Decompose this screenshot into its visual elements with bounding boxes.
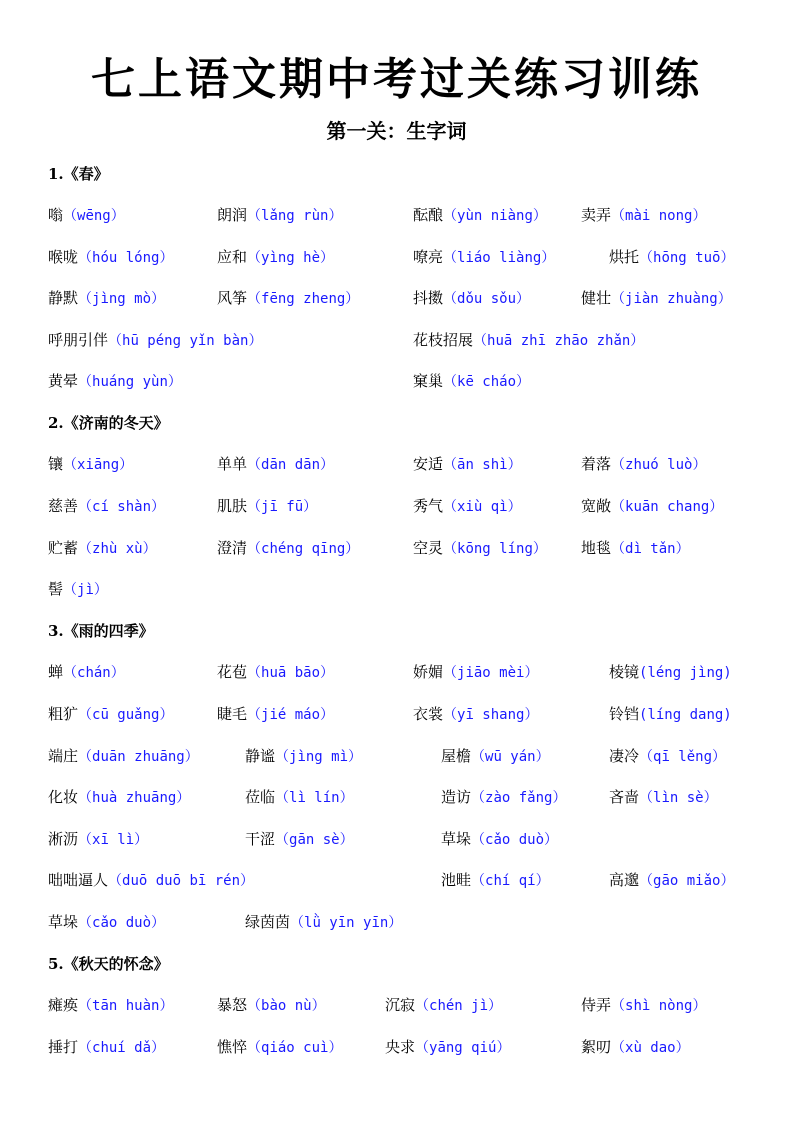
vocab-characters: 草垛 [441,830,472,848]
vocab-item [48,329,262,352]
vocab-characters: 地毯 [581,539,612,557]
vocab-pinyin: （jìng mì） [275,749,363,765]
vocab-pinyin: （duān zhuāng） [78,749,199,765]
vocab-item [413,703,538,726]
vocab-characters: 黄晕 [48,372,79,390]
vocab-characters: 安适 [413,455,444,473]
vocab-pinyin: （kuān chang） [611,499,724,515]
vocab-characters: 镶 [48,455,64,473]
vocab-characters: 屋檐 [441,747,472,765]
vocab-characters: 草垛 [48,913,79,931]
vocab-characters: 捶打 [48,1038,79,1056]
vocab-pinyin: （jì） [63,582,108,598]
vocab-item [48,994,173,1017]
vocab-characters: 沉寂 [385,996,416,1014]
vocab-pinyin: （cí shàn） [78,499,166,515]
vocab-item [48,204,125,227]
vocab-pinyin: （yìng hè） [247,250,335,266]
vocab-pinyin: （wēng） [63,208,125,224]
vocab-characters: 卖弄 [581,206,612,224]
vocab-pinyin: （xù dao） [611,1040,690,1056]
vocab-item [48,911,165,934]
vocab-item [48,287,165,310]
vocab-pinyin: （jìng mò） [78,291,166,307]
vocab-pinyin: （dān dān） [247,457,335,473]
vocab-characters: 凄冷 [609,747,640,765]
vocab-characters: 莅临 [245,788,276,806]
vocab-item [245,911,402,934]
vocab-characters: 嗡 [48,206,64,224]
page-title: 七上语文期中考过关练习训练 [91,54,702,105]
page-subtitle: 第一关：生字词 [326,119,467,143]
vocab-characters: 絮叨 [581,1038,612,1056]
vocab-item [217,1036,342,1059]
vocab-item [48,703,173,726]
vocab-pinyin: （zhuó luò） [611,457,707,473]
vocab-pinyin: （huà zhuāng） [78,790,191,806]
vocab-characters: 应和 [217,248,248,266]
section-heading: 1.《春》 [48,165,109,183]
vocab-pinyin: （qī lěng） [639,749,727,765]
vocab-pinyin: （hóu lóng） [78,250,174,266]
vocab-characters: 瘫痪 [48,996,79,1014]
vocab-item [48,370,182,393]
vocab-item [217,453,334,476]
vocab-characters: 花枝招展 [413,331,474,349]
vocab-pinyin: （xiù qì） [443,499,522,515]
vocab-characters: 慈善 [48,497,79,515]
vocab-pinyin: （chéng qīng） [247,541,360,557]
vocab-pinyin: （liáo liàng） [443,250,556,266]
vocab-characters: 铃铛 [609,705,640,723]
vocab-item [581,495,723,518]
vocab-item [48,578,108,601]
vocab-pinyin: （chán） [63,665,125,681]
vocab-characters: 睫毛 [217,705,248,723]
vocab-characters: 静默 [48,289,79,307]
vocab-pinyin: （gān sè） [275,832,354,848]
vocab-characters: 池畦 [441,871,472,889]
vocab-pinyin: （huā zhī zhāo zhǎn） [473,333,645,349]
vocab-characters: 静谧 [245,747,276,765]
vocab-pinyin: （qiáo cuì） [247,1040,343,1056]
vocab-characters: 烘托 [609,248,640,266]
vocab-characters: 嘹亮 [413,248,444,266]
vocab-characters: 风筝 [217,289,248,307]
vocab-pinyin: （ān shì） [443,457,522,473]
vocab-characters: 粗犷 [48,705,79,723]
vocab-item [413,370,530,393]
vocab-pinyin: （huā bāo） [247,665,335,681]
vocab-item [581,204,706,227]
vocab-item [385,1036,510,1059]
vocab-pinyin: （fēng zheng） [247,291,360,307]
vocab-pinyin: (líng dang) [639,707,732,723]
vocab-item [413,453,522,476]
vocab-item [413,329,644,352]
vocab-item [581,537,690,560]
vocab-characters: 吝啬 [609,788,640,806]
vocab-characters: 单单 [217,455,248,473]
vocab-item [48,1036,165,1059]
vocab-characters: 秀气 [413,497,444,515]
vocab-pinyin: （chén jì） [415,998,503,1014]
vocab-characters: 喉咙 [48,248,79,266]
vocab-pinyin: （cǎo duò） [78,915,166,931]
vocab-item [217,703,334,726]
vocab-pinyin: （mài nong） [611,208,707,224]
vocab-pinyin: （hū péng yǐn bàn） [108,333,263,349]
vocab-item [48,745,199,768]
vocab-pinyin: （jiāo mèi） [443,665,539,681]
section-heading: 3.《雨的四季》 [48,622,154,640]
vocab-characters: 化妆 [48,788,79,806]
vocab-pinyin: （yāng qiú） [415,1040,511,1056]
vocab-characters: 朗润 [217,206,248,224]
vocab-characters: 娇媚 [413,663,444,681]
vocab-pinyin: (léng jìng) [639,665,732,681]
vocab-item [609,661,732,684]
vocab-pinyin: （kōng líng） [443,541,547,557]
vocab-pinyin: （dì tǎn） [611,541,690,557]
vocab-item [48,453,133,476]
vocab-characters: 绿茵茵 [245,913,291,931]
vocab-item [48,495,165,518]
vocab-item [217,661,334,684]
vocab-item [581,453,706,476]
vocab-characters: 咄咄逼人 [48,871,109,889]
vocab-item [385,994,502,1017]
vocab-pinyin: （kē cháo） [443,374,531,390]
vocab-item [581,994,706,1017]
vocab-characters: 空灵 [413,539,444,557]
vocab-item [413,495,522,518]
vocab-pinyin: （dǒu sǒu） [443,291,531,307]
vocab-item [245,745,362,768]
vocab-item [217,994,326,1017]
vocab-pinyin: （jiàn zhuàng） [611,291,732,307]
vocab-item [48,786,190,809]
vocab-characters: 呼朋引伴 [48,331,109,349]
vocab-characters: 髻 [48,580,64,598]
vocab-pinyin: （huáng yùn） [78,374,182,390]
vocab-item [217,246,334,269]
vocab-characters: 澄清 [217,539,248,557]
vocab-pinyin: （duō duō bī rén） [108,873,255,889]
vocab-characters: 衣裳 [413,705,444,723]
vocab-item [48,869,254,892]
vocab-item [48,661,125,684]
vocab-item [581,287,732,310]
vocab-characters: 端庄 [48,747,79,765]
section-heading: 2.《济南的冬天》 [48,414,169,432]
vocab-characters: 肌肤 [217,497,248,515]
vocab-item [413,204,547,227]
vocab-characters: 造访 [441,788,472,806]
vocab-item [609,869,734,892]
vocab-characters: 贮蓄 [48,539,79,557]
vocab-pinyin: （wū yán） [471,749,550,765]
vocab-item [441,869,550,892]
vocab-item [217,204,342,227]
vocab-item [609,745,726,768]
vocab-item [441,745,550,768]
vocab-pinyin: （xī lì） [78,832,149,848]
vocab-characters: 着落 [581,455,612,473]
vocab-pinyin: （zhù xù） [78,541,157,557]
vocab-pinyin: （chí qí） [471,873,550,889]
vocab-item [48,537,157,560]
vocab-characters: 花苞 [217,663,248,681]
vocab-item [441,786,566,809]
vocab-pinyin: （jié máo） [247,707,335,723]
vocab-pinyin: （chuí dǎ） [78,1040,166,1056]
vocab-characters: 蝉 [48,663,64,681]
vocab-characters: 央求 [385,1038,416,1056]
vocab-characters: 憔悴 [217,1038,248,1056]
vocab-item [609,786,718,809]
vocab-pinyin: （bào nù） [247,998,326,1014]
vocab-item [217,537,359,560]
vocab-item [413,287,530,310]
vocab-characters: 淅沥 [48,830,79,848]
vocab-pinyin: （lì lín） [275,790,354,806]
vocab-pinyin: （cū guǎng） [78,707,174,723]
vocab-characters: 侍弄 [581,996,612,1014]
vocab-item [245,828,354,851]
vocab-item [581,1036,690,1059]
vocab-characters: 窠巢 [413,372,444,390]
vocab-item [245,786,354,809]
vocab-pinyin: （yùn niàng） [443,208,547,224]
vocab-characters: 宽敞 [581,497,612,515]
vocab-characters: 健壮 [581,289,612,307]
vocab-pinyin: （hōng tuō） [639,250,735,266]
vocab-item [413,661,538,684]
vocab-pinyin: （lǜ yīn yīn） [290,915,403,931]
vocab-item [413,246,555,269]
vocab-characters: 酝酿 [413,206,444,224]
vocab-characters: 干涩 [245,830,276,848]
section-heading: 5.《秋天的怀念》 [48,955,169,973]
vocab-pinyin: （gāo miǎo） [639,873,735,889]
vocab-pinyin: （tān huàn） [78,998,174,1014]
vocab-pinyin: （shì nòng） [611,998,707,1014]
vocab-characters: 棱镜 [609,663,640,681]
vocab-characters: 暴怒 [217,996,248,1014]
vocab-item [217,495,317,518]
vocab-item [609,246,734,269]
vocab-pinyin: （xiāng） [63,457,134,473]
vocab-item [48,828,148,851]
vocab-item [48,246,173,269]
vocab-pinyin: （lìn sè） [639,790,718,806]
vocab-item [609,703,732,726]
vocab-pinyin: （yī shang） [443,707,539,723]
vocab-pinyin: （lǎng rùn） [247,208,343,224]
vocab-pinyin: （jī fū） [247,499,318,515]
vocab-item [413,537,547,560]
vocab-characters: 抖擞 [413,289,444,307]
vocab-pinyin: （cǎo duò） [471,832,559,848]
vocab-item [217,287,359,310]
vocab-pinyin: （zào fǎng） [471,790,567,806]
vocab-item [441,828,558,851]
vocab-characters: 高邈 [609,871,640,889]
